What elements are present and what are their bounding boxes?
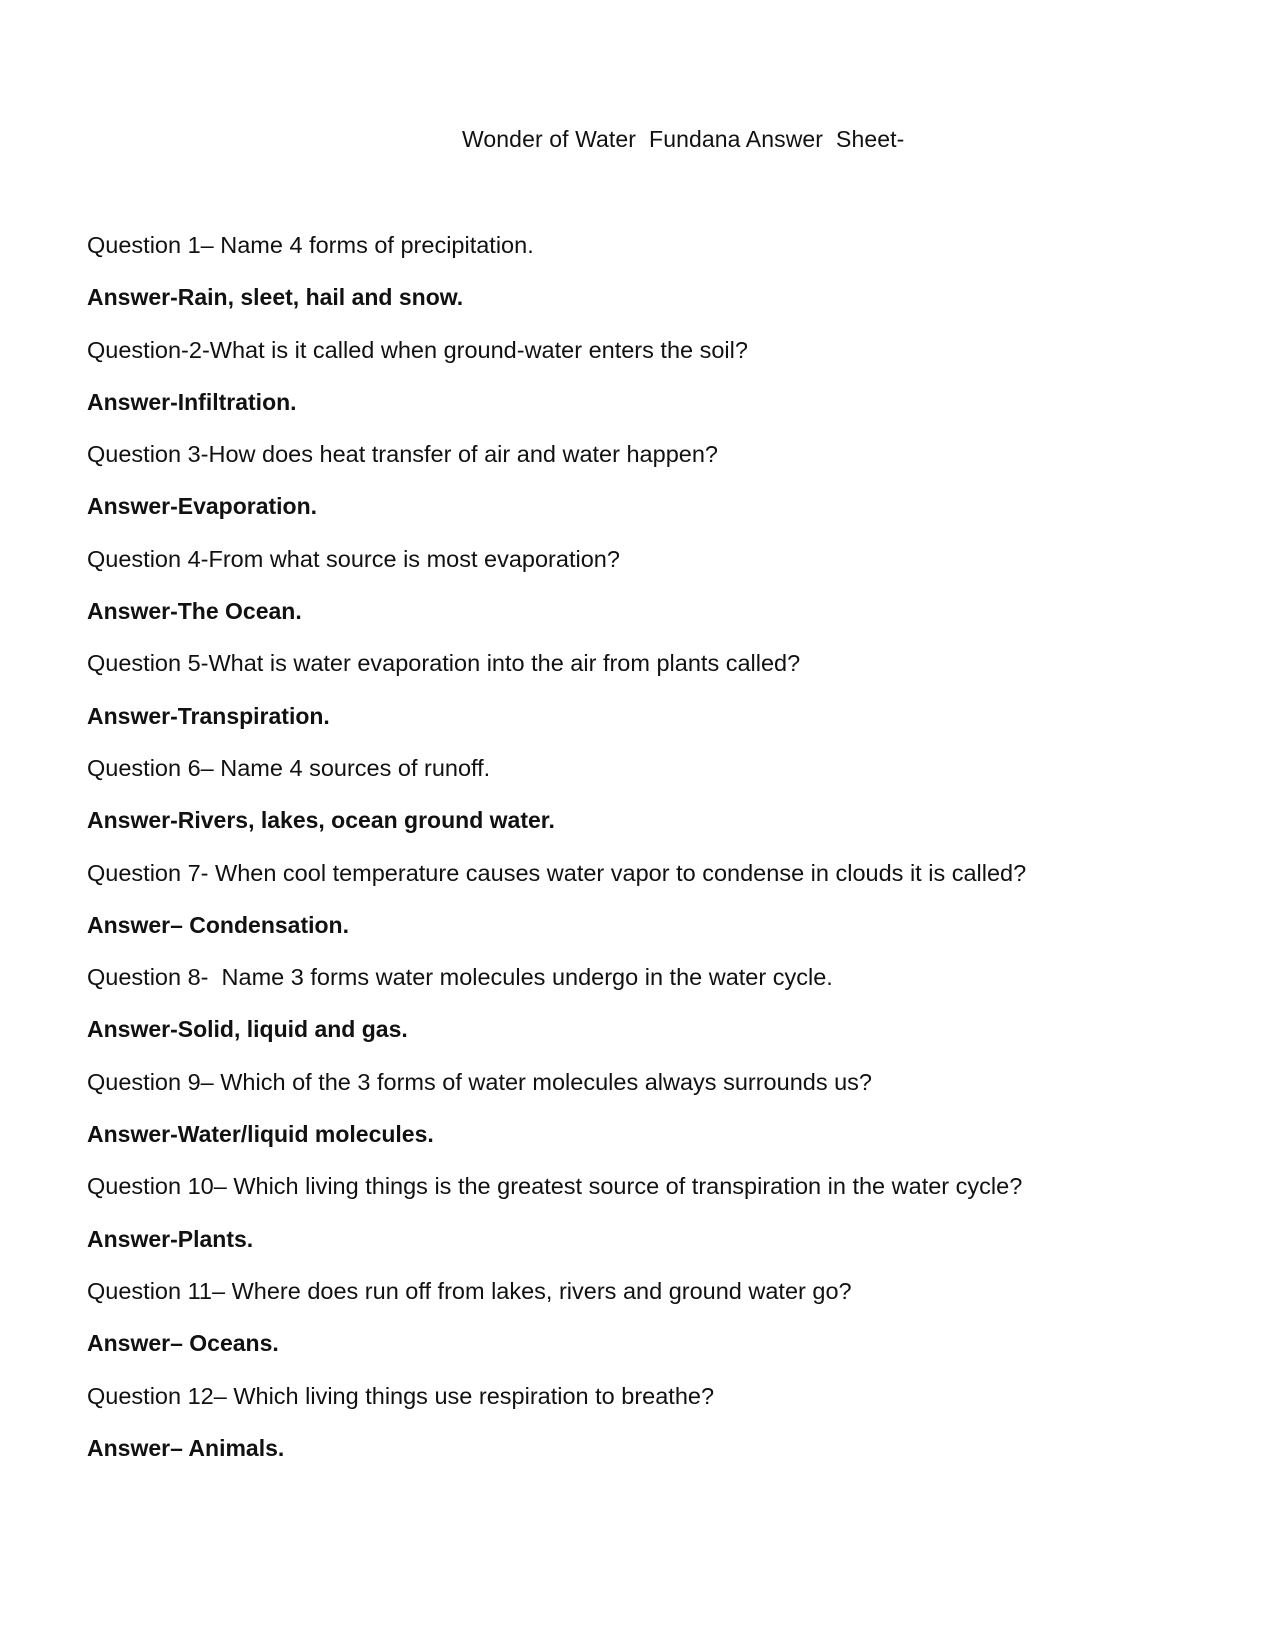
answer-7: Answer– Condensation. xyxy=(87,911,349,938)
question-5: Question 5-What is water evaporation into the air from plants called? xyxy=(87,650,801,677)
answer-8: Answer-Solid, liquid and gas. xyxy=(87,1016,408,1043)
answer-2: Answer-Infiltration. xyxy=(87,388,297,415)
question-9: Question 9– Which of the 3 forms of water molecules always surrounds us? xyxy=(87,1068,873,1095)
question-3: Question 3-How does heat transfer of air and water happen? xyxy=(87,441,718,468)
answer-3: Answer-Evaporation. xyxy=(87,493,318,520)
question-8: Question 8- Name 3 forms water molecules undergo in the water cycle. xyxy=(87,964,833,991)
answer-5: Answer-Transpiration. xyxy=(87,702,330,729)
question-7: Question 7- When cool temperature causes water vapor to condense in clouds it is called? xyxy=(87,859,1027,886)
question-10: Question 10– Which living things is the greatest source of transpiration in the water cycle? xyxy=(87,1173,1023,1200)
answer-9: Answer-Water/liquid molecules. xyxy=(87,1121,434,1148)
question-4: Question 4-From what source is most evaporation? xyxy=(87,545,620,572)
answer-11: Answer– Oceans. xyxy=(87,1330,279,1357)
question-2: Question-2-What is it called when ground-water enters the soil? xyxy=(87,336,748,363)
answer-6: Answer-Rivers, lakes, ocean ground water. xyxy=(87,807,555,834)
answer-10: Answer-Plants. xyxy=(87,1225,254,1252)
question-1: Question 1– Name 4 forms of precipitation. xyxy=(87,232,534,258)
answer-4: Answer-The Ocean. xyxy=(87,598,302,625)
question-11: Question 11– Where does run off from lakes, rivers and ground water go? xyxy=(87,1277,852,1304)
page-title: Wonder of Water Fundana Answer Sheet- xyxy=(462,126,905,152)
answer-1: Answer-Rain, sleet, hail and snow. xyxy=(87,284,464,311)
answer-12: Answer– Animals. xyxy=(87,1434,285,1461)
question-12: Question 12– Which living things use respiration to breathe? xyxy=(87,1382,715,1409)
question-6: Question 6– Name 4 sources of runoff. xyxy=(87,754,491,781)
question-answer-list xyxy=(87,232,1237,1487)
